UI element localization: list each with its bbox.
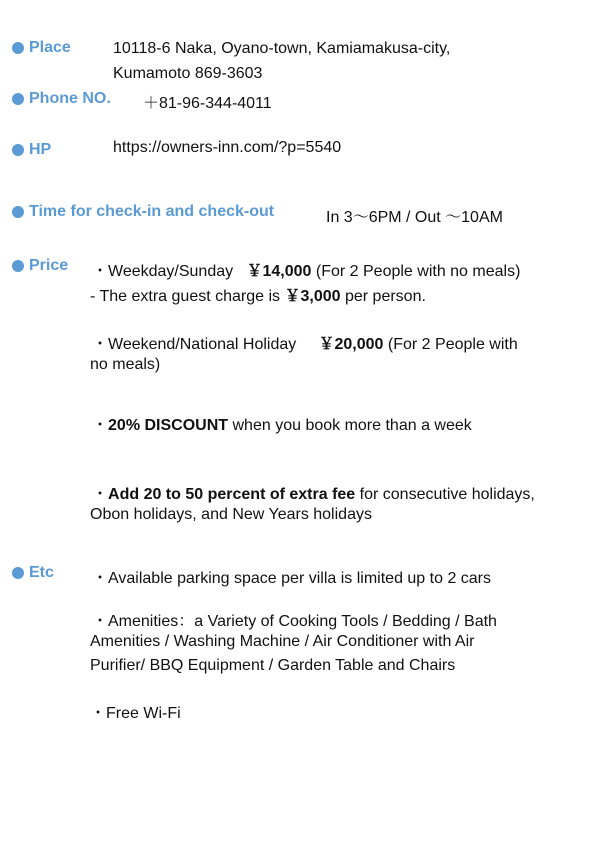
etc-amenities-line-1: ・Amenities：a Variety of Cooking Tools / Bedding / Bath bbox=[92, 613, 497, 630]
price-extra-fee-rest: for consecutive holidays, bbox=[359, 486, 535, 503]
hp-label: HP bbox=[29, 141, 52, 158]
place-label: Place bbox=[29, 39, 71, 56]
etc-label: Etc bbox=[29, 564, 54, 581]
price-discount-rest: when you book more than a week bbox=[232, 417, 472, 434]
price-weekday-amount: ￥14,000 bbox=[246, 263, 312, 280]
place-bullet-icon bbox=[12, 42, 24, 54]
phone-value: ＋81-96-344-4011 bbox=[143, 95, 272, 112]
price-extra-fee-bullet: ・ bbox=[92, 486, 109, 503]
etc-bullet-icon bbox=[12, 567, 24, 579]
phone-label: Phone NO. bbox=[29, 90, 111, 107]
price-discount-line bbox=[92, 412, 472, 435]
price-weekend-note-1: (For 2 People with bbox=[387, 336, 518, 353]
price-extra-suffix: per person. bbox=[344, 288, 426, 305]
etc-parking: ・Available parking space per villa is limited up to 2 cars bbox=[92, 570, 492, 587]
checkin-label: Time for check-in and check-out bbox=[29, 203, 275, 220]
etc-amenities-line-2: Amenities / Washing Machine / Air Conditioner with Air bbox=[90, 633, 475, 650]
price-weekday-prefix: ・Weekday/Sunday bbox=[92, 263, 234, 280]
etc-wifi: ・Free Wi-Fi bbox=[90, 705, 181, 722]
checkin-bullet-icon bbox=[12, 206, 24, 218]
price-weekend-amount: ￥20,000 bbox=[318, 336, 384, 353]
price-extra-amount: ￥3,000 bbox=[284, 288, 341, 305]
price-weekend-line-1 bbox=[92, 331, 518, 354]
price-extra-prefix: - The extra guest charge is bbox=[90, 288, 281, 305]
checkin-value: In 3〜6PM / Out 〜10AM bbox=[326, 209, 503, 226]
phone-bullet-icon bbox=[12, 93, 24, 105]
price-weekend-line-2: no meals) bbox=[90, 356, 161, 373]
hp-bullet-icon bbox=[12, 144, 24, 156]
price-discount-bold: 20% DISCOUNT bbox=[108, 417, 229, 434]
price-weekday-line bbox=[92, 258, 520, 281]
price-weekend-prefix: ・Weekend/National Holiday bbox=[92, 336, 297, 353]
etc-amenities-line-3: Purifier/ BBQ Equipment / Garden Table and Chairs bbox=[90, 657, 456, 674]
price-extra-fee-line-1 bbox=[92, 481, 535, 504]
price-bullet-icon bbox=[12, 260, 24, 272]
place-line-2: Kumamoto 869-3603 bbox=[113, 65, 263, 82]
hp-value: https://owners-inn.com/?p=5540 bbox=[113, 139, 342, 156]
price-extra-fee-bold: Add 20 to 50 percent of extra fee bbox=[108, 486, 356, 503]
price-label: Price bbox=[29, 257, 69, 274]
price-discount-bullet: ・ bbox=[92, 417, 109, 434]
place-line-1: 10118-6 Naka, Oyano-town, Kamiamakusa-city, bbox=[113, 40, 451, 57]
price-extra-line bbox=[90, 283, 426, 306]
price-extra-fee-line-2: Obon holidays, and New Years holidays bbox=[90, 506, 372, 523]
price-weekday-note: (For 2 People with no meals) bbox=[315, 263, 521, 280]
